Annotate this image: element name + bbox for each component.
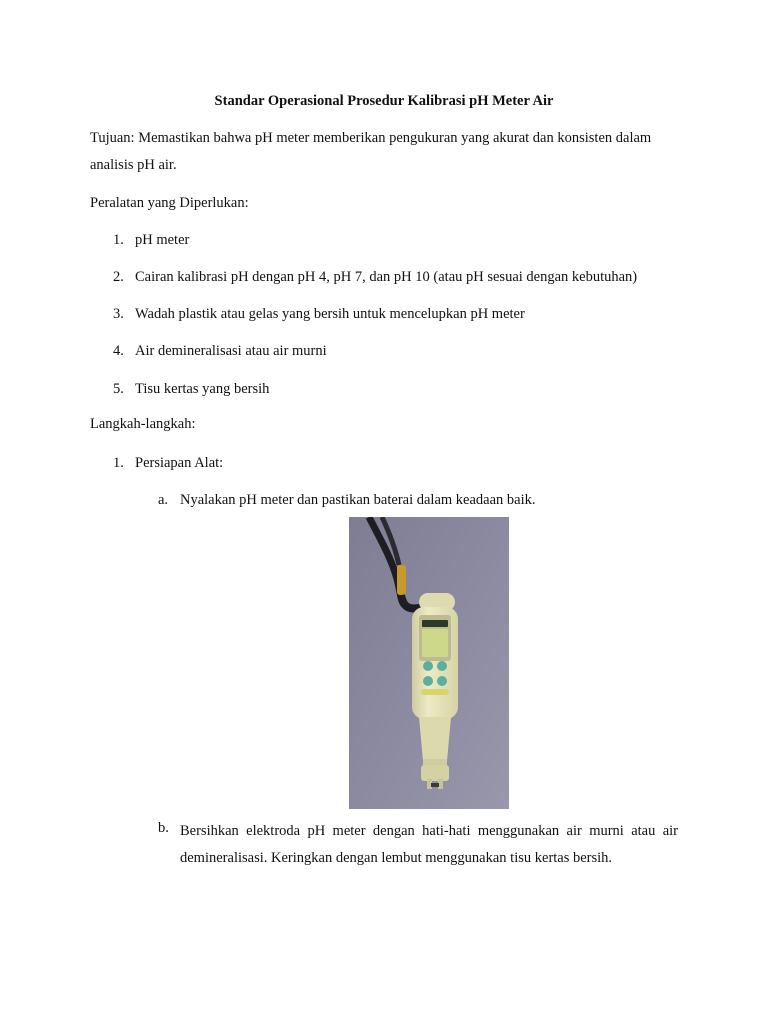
equipment-item xyxy=(113,230,189,250)
list-letter: b. xyxy=(158,820,169,836)
list-text: Persiapan Alat: xyxy=(135,455,224,471)
equipment-item xyxy=(113,304,525,324)
list-text: Wadah plastik atau gelas yang bersih untuk mencelupkan pH meter xyxy=(135,306,525,322)
list-text: Tisu kertas yang bersih xyxy=(135,381,270,397)
list-text: Air demineralisasi atau air murni xyxy=(135,343,327,359)
equipment-item xyxy=(113,341,327,361)
step-item xyxy=(113,453,223,473)
list-text: pH meter xyxy=(135,232,190,248)
list-letter: a. xyxy=(158,492,169,508)
equipment-heading: Peralatan yang Diperlukan: xyxy=(90,195,249,211)
ph-meter-photo xyxy=(349,517,509,809)
equipment-item xyxy=(113,379,269,399)
list-text: Nyalakan pH meter dan pastikan baterai dalam keadaan baik. xyxy=(180,492,536,508)
substep-item xyxy=(158,490,536,510)
purpose-paragraph: Tujuan: Memastikan bahwa pH meter memberikan pengukuran yang akurat dan konsisten dalam analisis pH air. xyxy=(90,130,652,173)
list-number: 1. xyxy=(113,232,124,248)
list-text: Bersihkan elektroda pH meter dengan hati-hati menggunakan air murni atau air demineralisasi. Keringkan dengan lembut menggunakan tisu kertas bersih. xyxy=(180,823,678,866)
document-title: Standar Operasional Prosedur Kalibrasi pH Meter Air xyxy=(214,93,554,109)
list-number: 3. xyxy=(113,306,124,322)
steps-heading: Langkah-langkah: xyxy=(90,416,196,432)
list-text: Cairan kalibrasi pH dengan pH 4, pH 7, dan pH 10 (atau pH sesuai dengan kebutuhan) xyxy=(135,269,638,285)
equipment-item xyxy=(113,267,637,287)
list-number: 4. xyxy=(113,343,124,359)
list-number: 5. xyxy=(113,381,124,397)
list-number: 1. xyxy=(113,455,124,471)
list-number: 2. xyxy=(113,269,124,285)
